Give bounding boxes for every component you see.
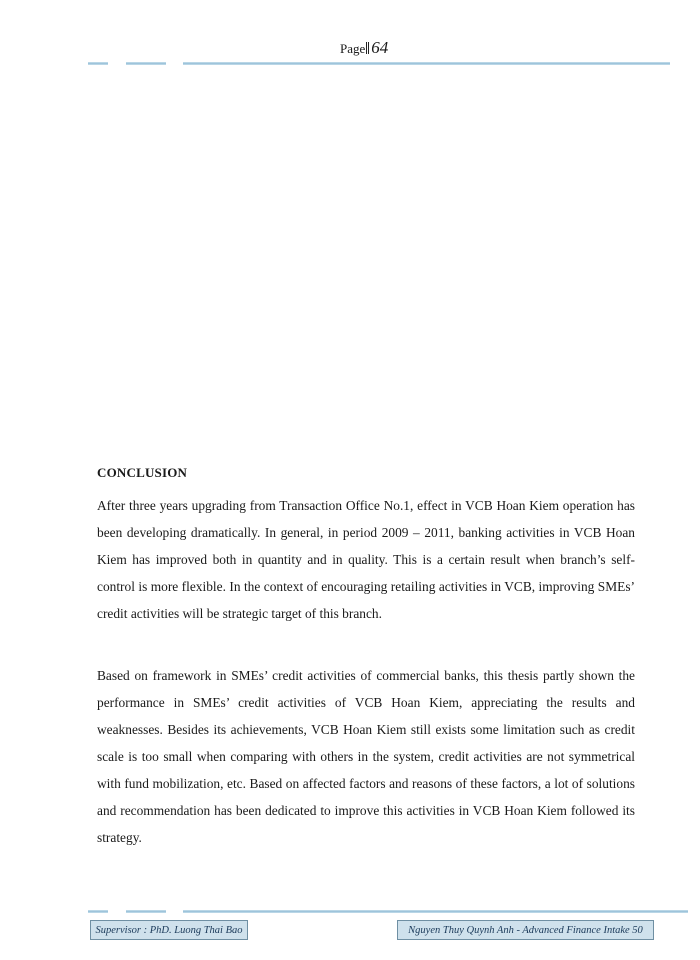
author-box xyxy=(397,920,654,940)
footer-rule-segment-3 xyxy=(183,910,688,913)
page-separator xyxy=(366,42,369,54)
paragraph-1: After three years upgrading from Transaction Office No.1, effect in VCB Hoan Kiem operation has been developing dramatically. In general, in period 2009 – 2011, banking activities in VCB Hoan Kiem has improved both in quantity and in quality. This is a certain result when branch’s self-control is more flexible. In the context of encouraging retailing activities in VCB, improving SMEs’ credit activities will be strategic target of this branch. xyxy=(97,498,635,621)
page-number-label xyxy=(340,38,388,58)
section-heading: CONCLUSION xyxy=(97,465,188,480)
header-rule-segment-1 xyxy=(88,62,108,65)
header-rule-segment-3 xyxy=(183,62,670,65)
footer-rule-segment-2 xyxy=(126,910,166,913)
footer-rule-segment-1 xyxy=(88,910,108,913)
header-rule-segment-2 xyxy=(126,62,166,65)
supervisor-text: Supervisor : PhD. Luong Thai Bao xyxy=(95,924,243,936)
author-text: Nguyen Thuy Quynh Anh - Advanced Finance Intake 50 xyxy=(408,924,643,936)
page-word: Page xyxy=(340,41,366,56)
page-number: 64 xyxy=(371,38,389,57)
supervisor-box xyxy=(90,920,248,940)
paragraph-2: Based on framework in SMEs’ credit activities of commercial banks, this thesis partly shown the performance in SMEs’ credit activities of VCB Hoan Kiem, appreciating the results and weaknesses. Besides its achievements, VCB Hoan Kiem still exists some limitation such as credit scale is too small when comparing with others in the system, credit activities are not symmetrical with fund mobilization, etc. Based on affected factors and reasons of these factors, a lot of solutions and recommendation has been dedicated to improve this activities in VCB Hoan Kiem followed its strategy. xyxy=(97,668,635,845)
